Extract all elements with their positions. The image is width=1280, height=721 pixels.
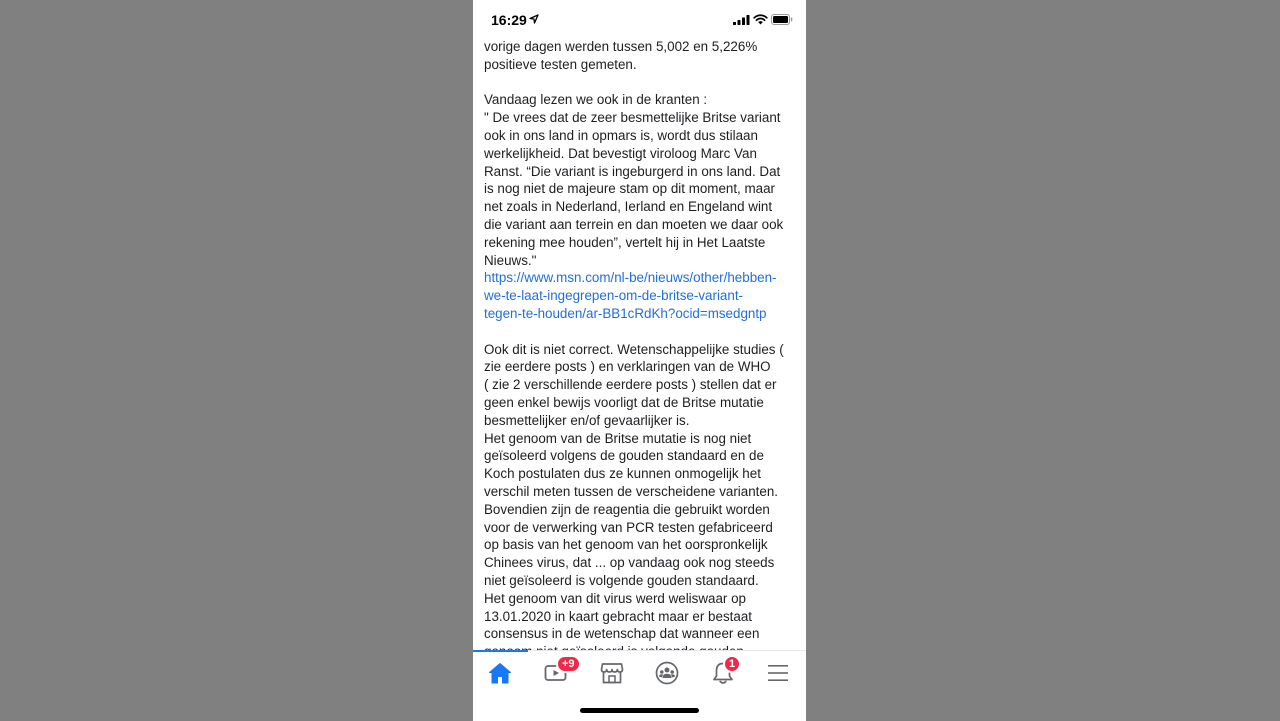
post-paragraph: vorige dagen werden tussen 5,002 en 5,226% positieve testen gemeten. <box>484 39 758 72</box>
article-link[interactable]: https://www.msn.com/nl-be/nieuws/other/hebben- we-te-laat-ingegrepen-om-de-britse-variant- tegen-te-houden/ar-BB1cRdKh?ocid=msedgntp <box>484 270 777 321</box>
notifications-badge: 1 <box>723 655 741 673</box>
cellular-signal-icon <box>733 15 750 25</box>
tab-notifications[interactable] <box>703 659 743 687</box>
groups-icon <box>655 661 679 685</box>
tab-marketplace[interactable] <box>592 659 632 687</box>
active-tab-indicator <box>473 650 528 652</box>
menu-icon <box>767 663 789 683</box>
phone-screen <box>473 0 806 720</box>
tab-groups[interactable] <box>647 659 687 687</box>
post-paragraph-quote: Vandaag lezen we ook in de kranten : " De vrees dat de zeer besmettelijke Britse variant ook in ons land in opmars is, wordt dus stilaan werkelijkheid. Dat bevestigt viroloog Marc Van Ranst. “Die variant is ingeburgerd in ons land. Dat is nog niet de majeure stam op dit moment, maar net zoals in Nederland, Ierland en Engeland wint die variant aan terrein en dan moeten we daar ook rekening mee houden”, vertelt hij in Het Laatste Nieuws." <box>484 92 784 268</box>
tab-menu[interactable] <box>758 659 798 687</box>
home-icon <box>488 662 512 684</box>
post-text-content[interactable] <box>484 38 796 650</box>
watch-badge: +9 <box>556 655 581 673</box>
location-arrow-icon <box>529 14 539 24</box>
tab-home[interactable] <box>480 659 520 687</box>
status-bar <box>473 0 806 38</box>
status-time: 16:29 <box>491 12 527 28</box>
battery-icon <box>771 14 793 25</box>
tab-watch[interactable] <box>536 659 576 687</box>
shop-icon <box>600 662 624 684</box>
home-indicator[interactable] <box>580 708 699 713</box>
wifi-icon <box>753 13 768 25</box>
post-paragraph-rebuttal: Ook dit is niet correct. Wetenschappelijke studies ( zie eerdere posts ) en verklaringen van de WHO ( zie 2 verschillende eerdere posts ) stellen dat er geen enkel bewijs voorligt dat de Britse mutatie besmettelijker en/of gevaarlijker is. Het genoom van de Britse mutatie is nog niet geïsoleerd volgens de gouden standaard en de Koch postulaten dus ze kunnen onmogelijk het verschil meten tussen de verscheidene varianten. Bovendien zijn de reagentia die gebruikt worden voor de verwerking van PCR testen gefabriceerd op basis van het genoom van het oorspronkelijk Chinees virus, dat ... op vandaag ook nog steeds niet geïsoleerd is volgende gouden standaard. Het genoom van dit virus werd weliswaar op 13.01.2020 in kaart gebracht maar er bestaat consensus in de wetenschap dat wanneer een <box>484 341 784 642</box>
